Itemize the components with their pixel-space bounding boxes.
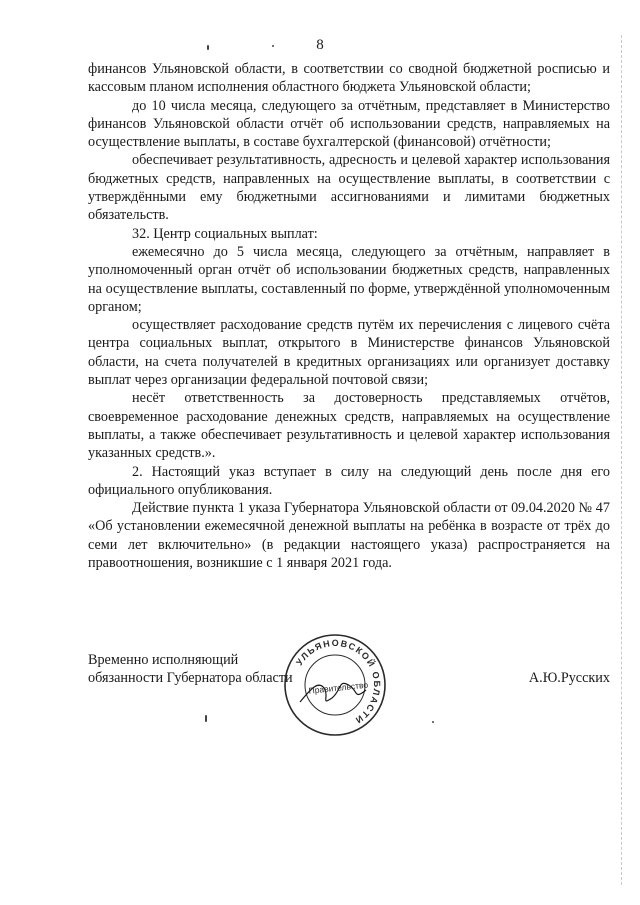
paragraph: Действие пункта 1 указа Губернатора Ульяновской области от 09.04.2020 № 47 «Об установлении ежемесячной денежной выплаты на ребёнка в возрасте от трёх до семи лет включительно» (в редакции настоящего указа) распространяется на правоотношения, возникшие с 1 января 2021 года. bbox=[88, 500, 610, 572]
seal-outer-text: УЛЬЯНОВСКОЙ ОБЛАСТИ bbox=[294, 637, 383, 727]
scan-speck bbox=[205, 715, 207, 722]
signatory-position-line-2: обязанности Губернатора области bbox=[88, 670, 293, 687]
scan-speck bbox=[432, 721, 434, 723]
official-seal bbox=[280, 630, 390, 740]
page-number: 8 bbox=[316, 37, 324, 53]
scan-speck bbox=[272, 45, 274, 47]
scan-margin-line bbox=[621, 35, 622, 885]
signatory-position-line-1: Временно исполняющий bbox=[88, 652, 239, 668]
paragraph: обеспечивает результативность, адресность и целевой характер использования бюджетных средств, направленных на осуществление выплаты, в соответствии с утверждёнными ему бюджетными ассигнованиями и лимитами бюджетных обязательств. bbox=[88, 152, 610, 224]
paragraph: осуществляет расходование средств путём их перечисления с лицевого счёта центра социальных выплат, открытого в Министерстве финансов Ульяновской области, на счета получателей в кредитных организациях или организует доставку выплат через организации федеральной почтовой связи; bbox=[88, 317, 610, 389]
paragraph: несёт ответственность за достоверность представляемых отчётов, своевременное расходование денежных средств, направляемых на осуществление выплаты, а также обеспечивает результативность и целевой характер использования указанных средств.». bbox=[88, 390, 610, 462]
paragraph: 2. Настоящий указ вступает в силу на следующий день после дня его официального опубликования. bbox=[88, 463, 610, 498]
document-body bbox=[88, 60, 610, 572]
scan-speck bbox=[207, 45, 209, 50]
paragraph: до 10 числа месяца, следующего за отчётным, представляет в Министерство финансов Ульяновской области отчёт об использовании средств, направляемых на осуществление выплаты, в составе бухгалтерской (финансовой) отчётности; bbox=[88, 97, 610, 151]
paragraph: 32. Центр социальных выплат: bbox=[132, 225, 318, 242]
paragraph: финансов Ульяновской области, в соответствии со сводной бюджетной росписью и кассовым планом исполнения областного бюджета Ульяновской области; bbox=[88, 61, 610, 96]
paragraph: ежемесячно до 5 числа месяца, следующего за отчётным, направляет в уполномоченный орган отчёт об использовании бюджетных средств, направленных на осуществление выплаты, составленный по форме, утверждённой уполномоченным органом; bbox=[88, 243, 610, 315]
seal-inner-text: Правительство bbox=[308, 679, 369, 696]
signatory-name: А.Ю.Русских bbox=[528, 670, 610, 686]
